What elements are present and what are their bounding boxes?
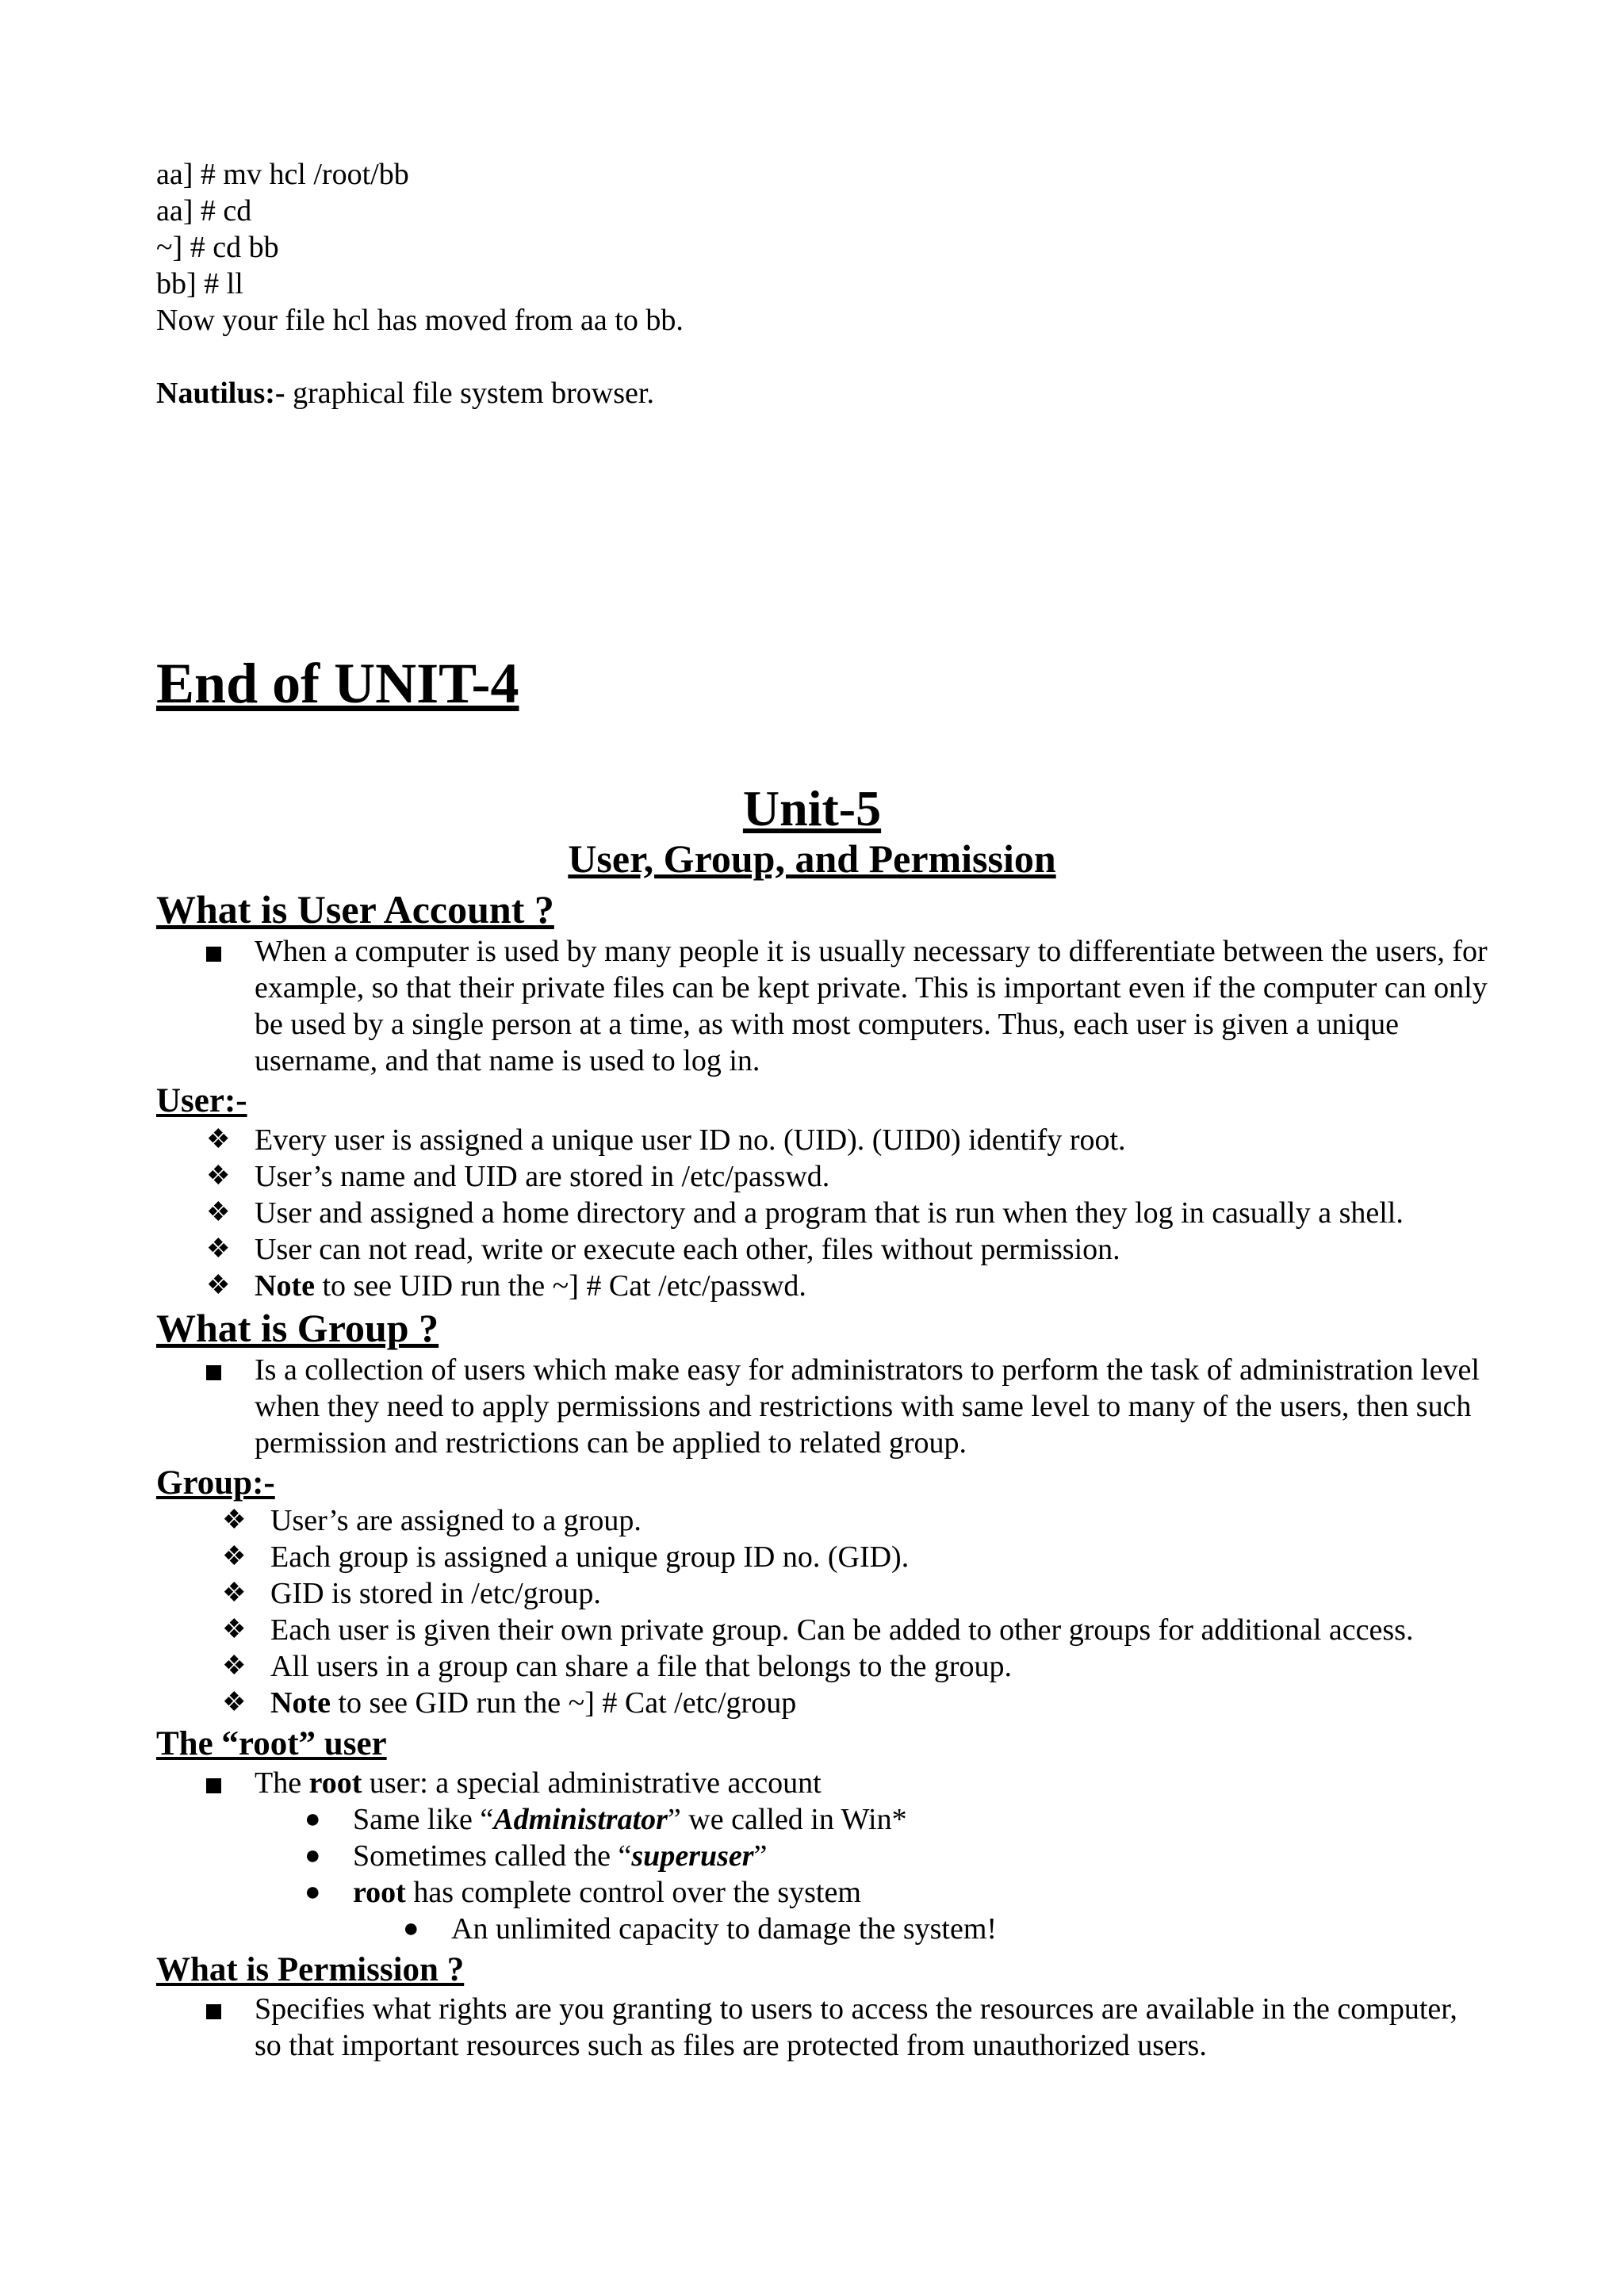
section-heading-group: Group:-: [156, 1464, 275, 1502]
user-item: User can not read, write or execute each other, files without permission.: [255, 1233, 1120, 1266]
command-line: ~] # cd bb: [156, 231, 279, 264]
note-label: Note: [255, 1269, 315, 1303]
group-item: Each user is given their own private group. Can be added to other groups for additional access.: [270, 1613, 1414, 1647]
user-item: User’s name and UID are stored in /etc/passwd.: [255, 1160, 830, 1193]
command-line: bb] # ll: [156, 267, 243, 300]
square-bullet-icon: [206, 2004, 221, 2019]
unit-title: Unit-5: [742, 780, 882, 836]
command-line: aa] # cd: [156, 194, 252, 228]
diamond-bullet-icon: ❖: [206, 1125, 231, 1154]
square-bullet-icon: [206, 1365, 221, 1380]
note-label: Note: [270, 1686, 331, 1720]
superuser-term: superuser: [631, 1839, 754, 1873]
text-run: ” we called in Win*: [667, 1803, 907, 1836]
text-run: The: [255, 1766, 309, 1800]
user-note: [255, 1268, 806, 1304]
text-run: Same like “: [353, 1803, 494, 1836]
diamond-bullet-icon: ❖: [222, 1506, 247, 1535]
unit-subtitle: User, Group, and Permission: [568, 836, 1056, 881]
group-item: Each group is assigned a unique group ID no. (GID).: [270, 1540, 910, 1574]
diamond-bullet-icon: ❖: [206, 1198, 231, 1227]
command-line: aa] # mv hcl /root/bb: [156, 158, 409, 191]
group-item: GID is stored in /etc/group.: [270, 1577, 601, 1610]
nautilus-text: graphical file system browser.: [285, 377, 654, 410]
nautilus-definition: [156, 375, 654, 411]
nautilus-term: Nautilus:-: [156, 377, 285, 410]
dot-bullet-icon: ●: [304, 1877, 321, 1907]
diamond-bullet-icon: ❖: [222, 1688, 247, 1717]
dot-bullet-icon: ●: [304, 1841, 321, 1870]
end-unit-heading: End of UNIT-4: [156, 652, 519, 715]
text-run: ”: [753, 1839, 768, 1873]
root-description: [255, 1765, 822, 1801]
group-paragraph: Is a collection of users which make easy for administrators to perform the task of administration level when they need to apply permissions and restrictions with same level to many of the users, then such permission and restrictions can be applied to related group.: [255, 1353, 1480, 1460]
section-heading-root-user: The “root” user: [156, 1725, 387, 1762]
diamond-bullet-icon: ❖: [222, 1651, 247, 1681]
text-run: user: a special administrative account: [362, 1766, 822, 1800]
group-note: [270, 1685, 796, 1721]
note-text: to see UID run the ~] # Cat /etc/passwd.: [314, 1269, 806, 1303]
section-heading-permission: What is Permission ?: [156, 1951, 465, 1988]
group-item: User’s are assigned to a group.: [270, 1504, 642, 1537]
root-subitem: [353, 1801, 907, 1838]
diamond-bullet-icon: ❖: [206, 1271, 231, 1300]
body-text: Now your file hcl has moved from aa to bb.: [156, 304, 684, 337]
square-bullet-icon: [206, 947, 221, 962]
section-heading-user: User:-: [156, 1082, 247, 1119]
text-run: has complete control over the system: [405, 1876, 861, 1909]
diamond-bullet-icon: ❖: [222, 1615, 247, 1644]
text-run: Sometimes called the “: [353, 1839, 632, 1873]
square-bullet-icon: [206, 1778, 221, 1793]
diamond-bullet-icon: ❖: [206, 1161, 231, 1191]
user-item: Every user is assigned a unique user ID no. (UID). (UID0) identify root.: [255, 1123, 1126, 1157]
permission-paragraph: Specifies what rights are you granting to users to access the resources are available in the computer, so that important resources such as files are protected from unauthorized users.: [255, 1992, 1457, 2062]
diamond-bullet-icon: ❖: [222, 1578, 247, 1608]
root-subsubitem: An unlimited capacity to damage the system!: [451, 1912, 998, 1946]
root-term: root: [353, 1876, 406, 1909]
diamond-bullet-icon: ❖: [222, 1542, 247, 1571]
group-item: All users in a group can share a file that belongs to the group.: [270, 1650, 1012, 1683]
root-subitem: [353, 1874, 861, 1911]
root-term: root: [308, 1766, 362, 1800]
section-heading-group-question: What is Group ?: [156, 1306, 439, 1350]
administrator-term: Administrator: [493, 1803, 668, 1836]
section-heading-user-account: What is User Account ?: [156, 887, 554, 932]
root-subitem: [353, 1838, 767, 1874]
user-account-paragraph: When a computer is used by many people it is usually necessary to differentiate between the users, for example, so that their private files can be kept private. This is important even if the computer can only be used by a single person at a time, as with most computers. Thus, each user is given a unique username, and that name is used to log in.: [255, 935, 1488, 1077]
dot-bullet-icon: ●: [304, 1804, 321, 1834]
note-text: to see GID run the ~] # Cat /etc/group: [330, 1686, 797, 1720]
user-item: User and assigned a home directory and a program that is run when they log in casually a shell.: [255, 1196, 1404, 1230]
dot-bullet-icon: ●: [403, 1914, 419, 1943]
diamond-bullet-icon: ❖: [206, 1234, 231, 1264]
